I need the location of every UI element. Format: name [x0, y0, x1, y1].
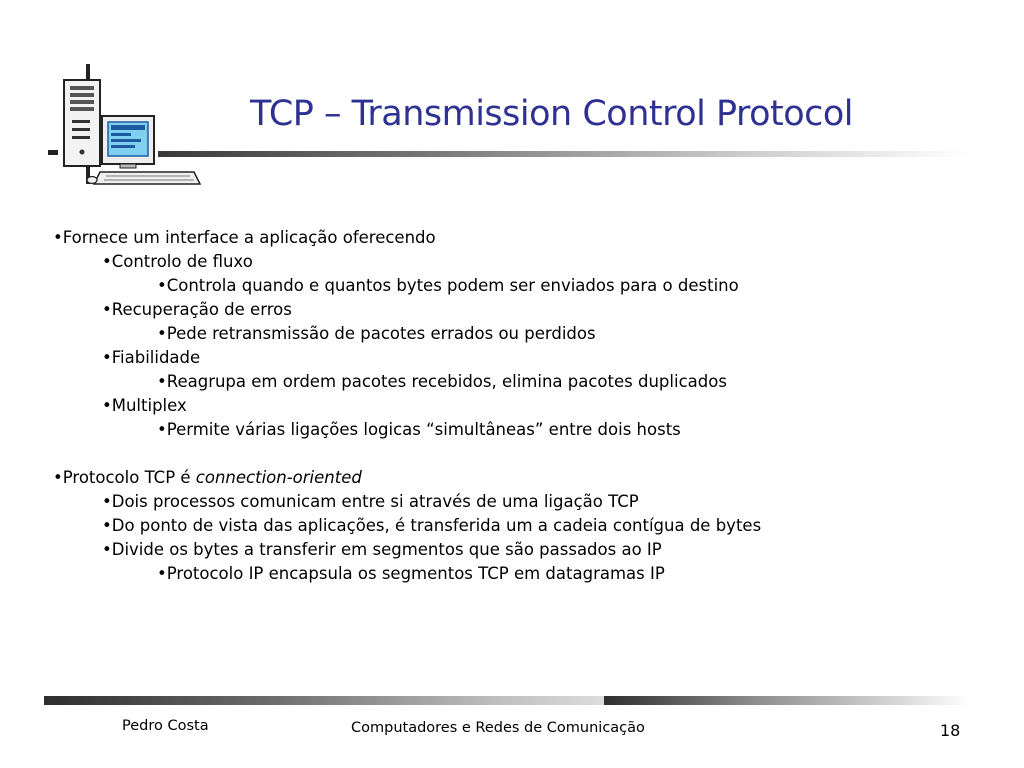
bullet-emphasis: connection-oriented [195, 468, 362, 487]
footer-divider-right [604, 696, 970, 705]
footer-divider-left [44, 696, 604, 705]
bullet-text: •Protocolo TCP é [53, 468, 196, 487]
bullet-item: •Recuperação de erros [102, 300, 292, 319]
title-divider [158, 151, 970, 157]
footer-author: Pedro Costa [122, 718, 209, 734]
bullet-item: •Controla quando e quantos bytes podem ser enviados para o destino [157, 276, 739, 295]
bullet-item: •Protocolo IP encapsula os segmentos TCP em datagramas IP [157, 564, 665, 583]
bullet-item: •Reagrupa em ordem pacotes recebidos, elimina pacotes duplicados [157, 372, 727, 391]
bullet-item: •Divide os bytes a transferir em segmentos que são passados ao IP [102, 540, 662, 559]
page-number: 18 [940, 721, 961, 740]
slide-title: TCP – Transmission Control Protocol [250, 94, 854, 134]
bullet-item: •Pede retransmissão de pacotes errados ou perdidos [157, 324, 596, 343]
footer-course: Computadores e Redes de Comunicação [351, 720, 645, 736]
bullet-item: •Dois processos comunicam entre si através de uma ligação TCP [102, 492, 639, 511]
bullet-item: •Multiplex [102, 396, 187, 415]
bullet-item: •Controlo de fluxo [102, 252, 253, 271]
bullet-item: •Permite várias ligações logicas “simultâneas” entre dois hosts [157, 420, 681, 439]
bullet-item: •Do ponto de vista das aplicações, é transferida um a cadeia contígua de bytes [102, 516, 762, 535]
bullet-item: •Fiabilidade [102, 348, 201, 367]
bullet-item: •Fornece um interface a aplicação oferecendo [53, 228, 436, 247]
computer-workstation-icon [44, 62, 204, 192]
bullet-item [53, 468, 362, 488]
